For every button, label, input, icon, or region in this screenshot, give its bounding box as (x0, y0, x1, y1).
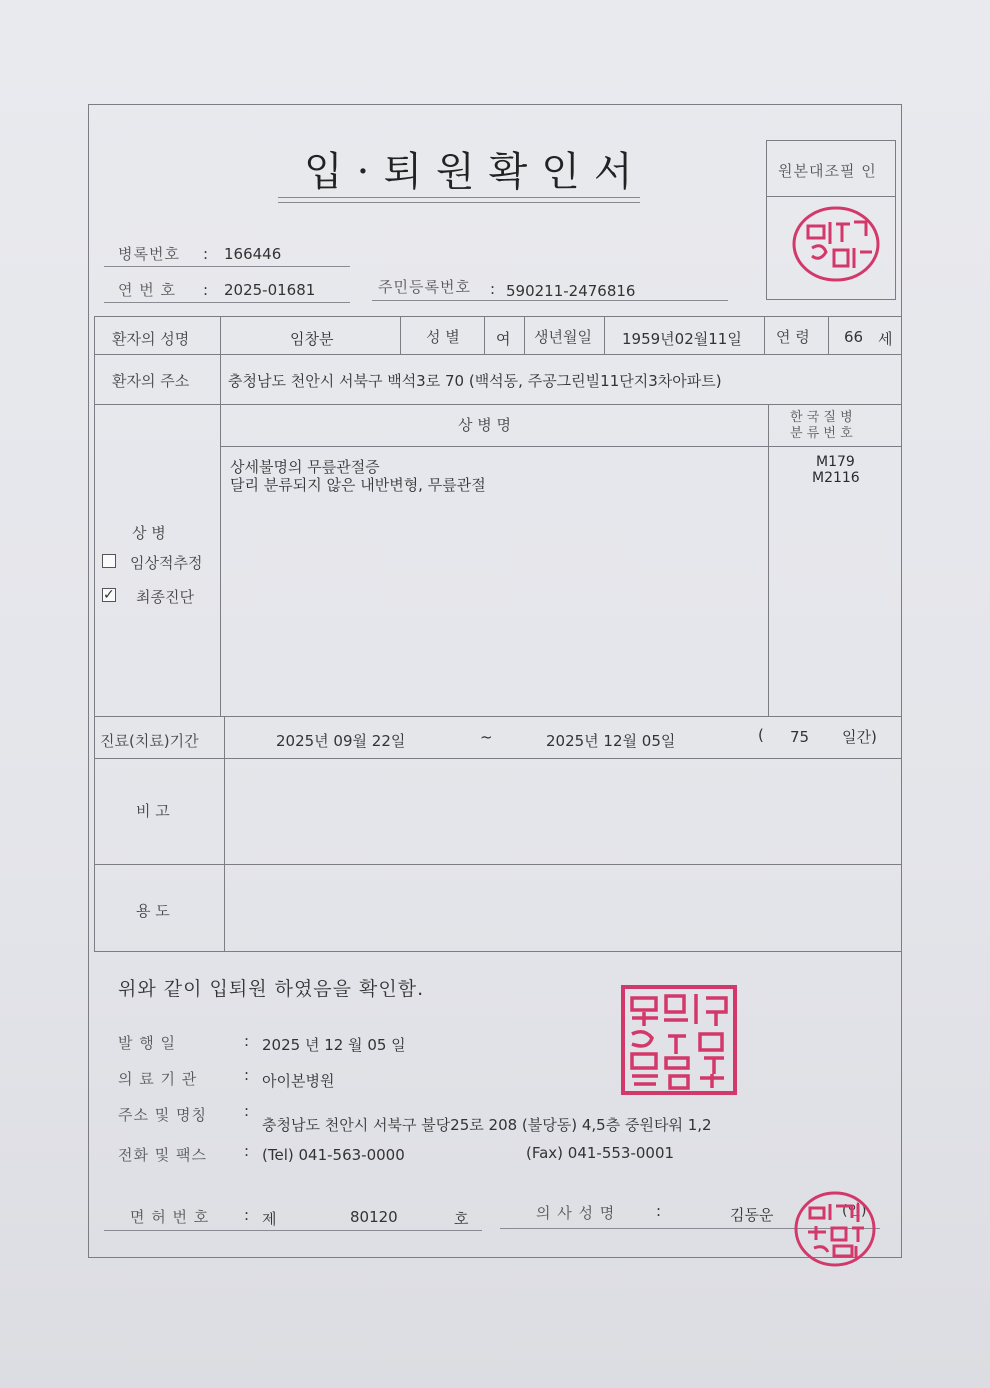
treatment-open-paren: ( (758, 726, 764, 744)
patient-name-value: 임창분 (290, 330, 334, 348)
license-number: 80120 (350, 1208, 398, 1226)
license-prefix: 제 (262, 1210, 277, 1228)
license-label: 면 허 번 호 (130, 1208, 210, 1226)
diagnosis-name-2: 달리 분류되지 않은 내반변형, 무릎관절 (230, 476, 486, 494)
treatment-start: 2025년 09월 22일 (276, 732, 406, 750)
doctor-name-value: 김동운 (730, 1206, 774, 1224)
treatment-days-unit: 일간) (842, 728, 877, 746)
title-underline-2 (278, 202, 640, 203)
resident-number-label: 주민등록번호 (378, 278, 471, 296)
col-divider-age-label (764, 316, 765, 354)
fax-value: (Fax) 041-553-0001 (526, 1144, 675, 1162)
treatment-days: 75 (790, 728, 810, 746)
serial-number-label: 연 번 호 (118, 281, 177, 299)
purpose-label: 용 도 (136, 902, 170, 920)
patient-name-label: 환자의 성명 (112, 330, 190, 348)
serial-number-colon: : (203, 281, 209, 299)
certified-copy-label: 원본대조필 인 (778, 162, 877, 180)
diagnosis-code-divider (768, 404, 769, 716)
diagnosis-name-1: 상세불명의 무릎관절증 (230, 458, 380, 476)
issue-date-label: 발 행 일 (118, 1034, 177, 1052)
chart-number-underline (104, 266, 350, 267)
col-divider-sex-label (400, 316, 401, 354)
diagnosis-code-header-2: 분 류 번 호 (790, 426, 853, 441)
address-name-label: 주소 및 명칭 (118, 1106, 207, 1124)
final-diagnosis-label: 최종진단 (136, 588, 194, 606)
diagnosis-code-1: M179 (816, 454, 855, 470)
resident-number-value: 590211-2476816 (506, 282, 636, 300)
treatment-separator: ~ (480, 728, 493, 746)
check-icon: ✓ (103, 587, 115, 603)
confirmation-text: 위와 같이 입퇴원 하였음을 확인함. (118, 978, 425, 1000)
treatment-period-label: 진료(치료)기간 (100, 732, 199, 750)
document-title: 입·퇴원확인서 (304, 149, 647, 195)
label-column-divider (220, 316, 221, 716)
resident-number-underline (372, 300, 728, 301)
col-divider-sex-value (484, 316, 485, 354)
col-divider-birth-label (524, 316, 525, 354)
address-name-colon: : (244, 1102, 250, 1120)
license-underline (104, 1230, 482, 1231)
age-value: 66 (844, 328, 864, 346)
row-divider-period-bottom (94, 758, 902, 759)
doctor-name-colon: : (656, 1202, 662, 1220)
doctor-seal-stamp (792, 1188, 878, 1270)
chart-number-label: 병록번호 (118, 245, 180, 263)
certified-seal-stamp (790, 204, 882, 284)
final-diagnosis-checkbox[interactable] (102, 588, 116, 602)
license-colon: : (244, 1206, 250, 1224)
doctor-name-label: 의 사 성 명 (536, 1204, 616, 1222)
hospital-seal-stamp (620, 984, 738, 1096)
diagnosis-code-header-1: 한 국 질 병 (790, 410, 853, 425)
main-table (94, 316, 902, 952)
age-label: 연 령 (776, 328, 810, 346)
phone-fax-colon: : (244, 1142, 250, 1160)
birth-value: 1959년02월11일 (622, 330, 742, 348)
treatment-end: 2025년 12월 05일 (546, 732, 676, 750)
serial-number-value: 2025-01681 (224, 281, 316, 299)
certified-box-divider (766, 196, 896, 197)
col-divider-age-value (828, 316, 829, 354)
clinical-estimate-checkbox[interactable] (102, 554, 116, 568)
row-divider-address (94, 404, 902, 405)
diagnosis-code-2: M2116 (812, 470, 860, 486)
label-column-divider-lower (224, 716, 225, 952)
patient-address-value: 충청남도 천안시 서북구 백석3로 70 (백석동, 주공그린빌11단지3차아파트) (228, 372, 722, 390)
issue-date-value: 2025 년 12 월 05 일 (262, 1036, 406, 1054)
chart-number-value: 166446 (224, 245, 282, 263)
hospital-address-value: 충청남도 천안시 서북구 불당25로 208 (불당동) 4,5층 중원타워 1,2 (262, 1116, 712, 1134)
sex-value: 여 (496, 330, 511, 348)
col-divider-birth-value (604, 316, 605, 354)
age-unit: 세 (878, 330, 893, 348)
diagnosis-header-divider (220, 446, 902, 447)
seal-mark: (인) (842, 1203, 867, 1219)
serial-number-underline (104, 302, 350, 303)
patient-address-label: 환자의 주소 (112, 372, 190, 390)
sex-label: 성 별 (426, 328, 460, 346)
institution-value: 아이본병원 (262, 1072, 335, 1090)
row-divider-name (94, 354, 902, 355)
institution-colon: : (244, 1066, 250, 1084)
phone-fax-label: 전화 및 팩스 (118, 1146, 207, 1164)
tel-value: (Tel) 041-563-0000 (262, 1146, 405, 1164)
resident-number-colon: : (490, 280, 496, 298)
license-suffix: 호 (454, 1210, 469, 1228)
clinical-estimate-label: 임상적추정 (130, 554, 203, 572)
remarks-label: 비 고 (136, 802, 170, 820)
chart-number-colon: : (203, 245, 209, 263)
diagnosis-section-label: 상 병 (132, 524, 166, 542)
institution-label: 의 료 기 관 (118, 1070, 198, 1088)
birth-label: 생년월일 (534, 328, 592, 346)
row-divider-remarks (94, 864, 902, 865)
row-divider-period-top (94, 716, 902, 717)
title-underline (278, 197, 640, 198)
diagnosis-name-header: 상 병 명 (458, 416, 512, 434)
issue-date-colon: : (244, 1032, 250, 1050)
